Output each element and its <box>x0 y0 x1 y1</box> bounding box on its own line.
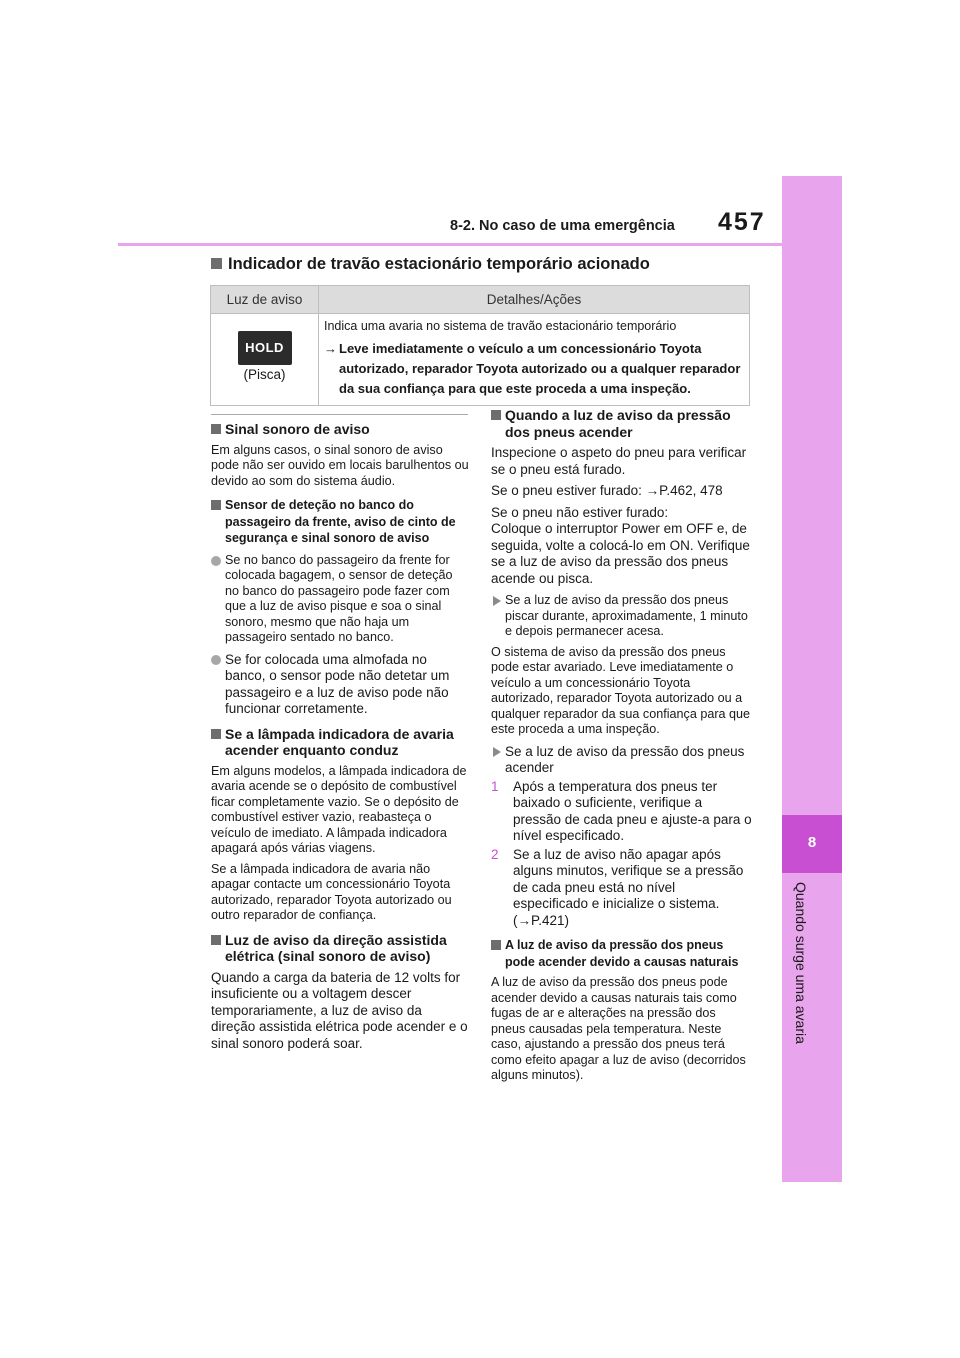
chapter-side-label: Quando surge uma avaria <box>793 882 809 1044</box>
header-rule <box>118 243 782 246</box>
detail-action-text: Leve imediatamente o veículo a um concessionário Toyota autorizado, reparador Toyota autorizado ou a qualquer reparador da sua confiança para que este proceda a uma inspeção. <box>339 341 741 396</box>
table-header-cell: Detalhes/Ações <box>319 286 750 314</box>
paragraph: O sistema de aviso da pressão dos pneus pode estar avariado. Leve imediatamente o veículo a um concessionário Toyota autorizado, reparador Toyota autorizado ou a qualquer reparador da sua confiança para que este proceda a uma inspeção. <box>491 644 751 736</box>
chapter-number: 8 <box>807 834 817 851</box>
list-item: Se for colocada uma almofada no banco, o sensor pode não detetar um passageiro e a luz de aviso pode não funcionar corretamente. <box>211 652 469 718</box>
subheading-causas-naturais: A luz de aviso da pressão dos pneus pode acender devido a causas naturais <box>491 937 753 970</box>
step-item <box>491 847 753 930</box>
header-section-title: 8-2. No caso de uma emergência <box>450 218 675 234</box>
subheading-direcao-assistida: Luz de aviso da direção assistida elétrica (sinal sonoro de aviso) <box>211 932 469 965</box>
step-text: Se a luz de aviso não apagar após alguns minutos, verifique se a pressão de cada pneu está no nível especificado e inicialize o sistema. (→P.421) <box>513 846 744 928</box>
square-bullet-icon <box>211 258 222 269</box>
step-item <box>491 779 753 845</box>
paragraph: Inspecione o aspeto do pneu para verificar se o pneu está furado. <box>491 445 747 477</box>
subheading-sensor-detecao: Sensor de deteção no banco do passageiro da frente, aviso de cinto de segurança e sinal sonoro de aviso <box>211 497 469 547</box>
detail-action <box>319 333 749 405</box>
paragraph-line: Coloque o interruptor Power em OFF e, de seguida, volte a colocá-lo em ON. Verifique se a luz de aviso da pressão dos pneus acende ou pisca. <box>491 521 750 586</box>
table-header-cell: Luz de aviso <box>211 286 319 314</box>
paragraph <box>491 505 753 588</box>
section-heading <box>211 255 650 274</box>
notes-divider <box>211 414 468 415</box>
table-header-row <box>211 286 750 314</box>
arrow-icon: → <box>324 341 337 356</box>
list-item: Se a luz de aviso da pressão dos pneus piscar durante, aproximadamente, 1 minuto e depois permanecer acesa. <box>491 593 753 640</box>
indicator-cell <box>211 314 319 406</box>
subheading-pressao-pneus: Quando a luz de aviso da pressão dos pneus acender <box>491 407 753 440</box>
subheading-sinal-sonoro: Sinal sonoro de aviso <box>211 421 469 438</box>
list-item: Se a luz de aviso da pressão dos pneus acender <box>491 744 753 777</box>
left-column <box>211 421 469 1052</box>
warning-light-table <box>210 285 750 406</box>
paragraph: Se a lâmpada indicadora de avaria não apagar contacte um concessionário Toyota autorizado, reparador Toyota autorizado ou outro reparador de confiança. <box>211 861 452 922</box>
detail-text: Indica uma avaria no sistema de travão estacionário temporário <box>324 319 677 333</box>
indicator-state: (Pisca) <box>243 367 286 382</box>
table-row <box>211 314 750 406</box>
step-number: 1 <box>491 778 499 794</box>
subheading-lampada-avaria: Se a lâmpada indicadora de avaria acender enquanto conduz <box>211 726 469 759</box>
paragraph: Em alguns casos, o sinal sonoro de aviso pode não ser ouvido em locais barulhentos ou devido ao som do sistema áudio. <box>211 442 469 488</box>
step-text: Após a temperatura dos pneus ter baixado o suficiente, verifique a pressão de cada pneu e ajuste-a para o nível especificado. <box>513 778 752 843</box>
paragraph: Quando a carga da bateria de 12 volts for insuficiente ou a voltagem descer temporariamente, a luz de aviso da direção assistida elétrica pode acender e o sinal sonoro poderá soar. <box>211 969 468 1051</box>
paragraph: A luz de aviso da pressão dos pneus pode acender devido a causas naturais tais como fugas de ar e alterações na pressão dos pneus causadas pela temperatura. Neste caso, ajustando a pressão dos pneus terá como efeito apagar a luz de aviso (decorridos alguns minutos). <box>491 975 746 1082</box>
paragraph: Em alguns modelos, a lâmpada indicadora de avaria acende se o depósito de combustível ficar completamente vazio. Se o depósito de combustível estiver vazio, reabasteça o veículo de imediato. A lâmpada indicadora apagará após várias viagens. <box>211 763 467 855</box>
paragraph-line: Se o pneu não estiver furado: <box>491 504 669 520</box>
paragraph: Se o pneu estiver furado: →P.462, 478 <box>491 483 723 498</box>
list-item: Se no banco do passageiro da frente for colocada bagagem, o sensor de deteção no banco do passageiro pode fazer com que a luz de aviso pisque e soa o sinal sonoro, mesmo que não haja um passageiro sentado no banco. <box>211 553 469 646</box>
right-column <box>491 407 753 1084</box>
section-heading-text: Indicador de travão estacionário temporário acionado <box>228 255 650 273</box>
step-number: 2 <box>491 846 499 862</box>
page-number: 457 <box>718 208 766 236</box>
hold-warning-light-icon: HOLD <box>238 331 292 365</box>
details-cell <box>319 314 750 406</box>
